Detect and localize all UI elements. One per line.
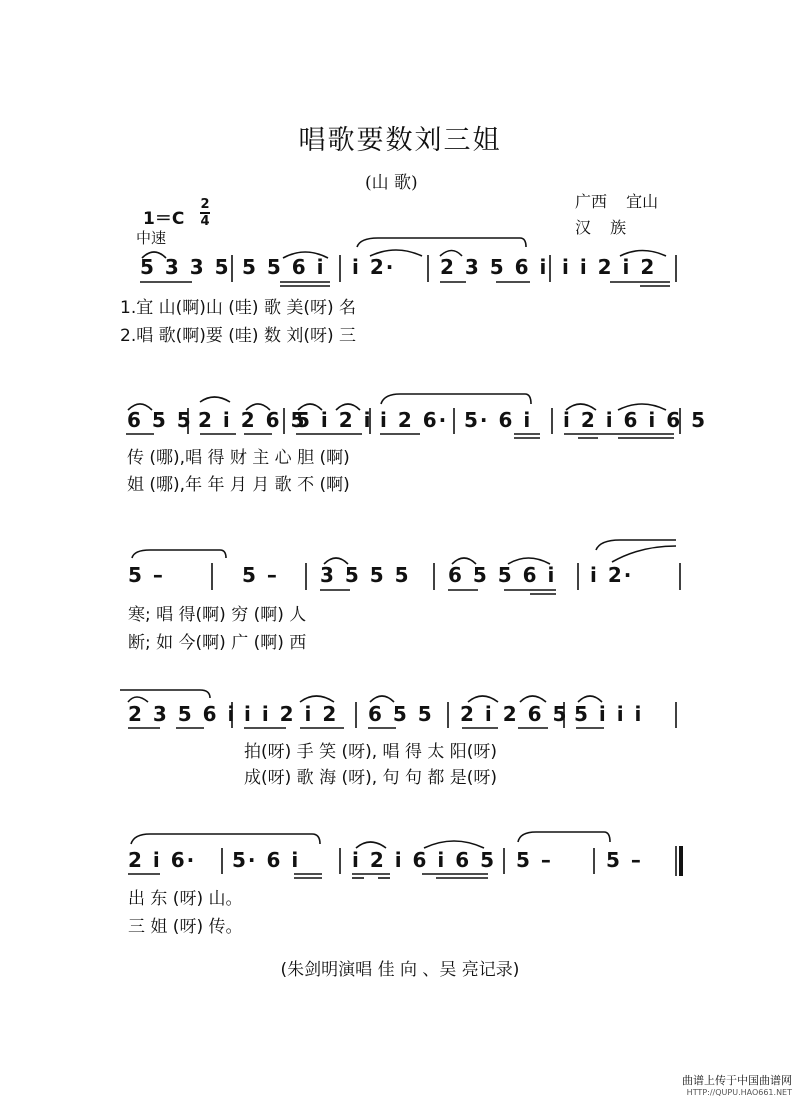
lyrics-row-3-verse-1: 寒; 唱 得(啊) 穷 (啊) 人: [128, 605, 307, 625]
lyrics-row-3-verse-2: 断; 如 今(啊) 广 (啊) 西: [128, 633, 307, 653]
notation-row-5-m5: 5 –: [606, 848, 643, 872]
time-signature-top: 2: [200, 197, 210, 212]
notation-row-5-m2: 5· 6 i: [232, 848, 301, 872]
lyrics-row-2-verse-2: 姐 (哪),年 年 月 月 歌 不 (啊): [127, 475, 350, 495]
origin-region: 广西 宜山: [575, 192, 659, 211]
notation-row-4-m2: i i 2 i 2: [244, 702, 339, 726]
notation-row-1-m4: 2 3 5 6 i: [440, 255, 549, 279]
notation-row-4-m1: 2 3 5 6 i: [128, 702, 237, 726]
notation-row-2-m2: 2 i 2 6 5: [198, 408, 307, 432]
notation-row-1-m1: 5 3 3 5: [140, 255, 231, 279]
key-signature: 1＝C: [143, 209, 185, 229]
watermark-site: 曲谱上传于中国曲谱网: [682, 1074, 792, 1087]
notation-row-2-m3: 5 i 2 i: [296, 408, 373, 432]
tempo-marking: 中速: [136, 229, 167, 247]
notation-row-2-m6: i 2 i 6 i 6 5: [563, 408, 708, 432]
notation-row-3-m2: 5 –: [242, 563, 279, 587]
lyrics-row-4-verse-1: 拍(呀) 手 笑 (呀), 唱 得 太 阳(呀): [244, 742, 498, 762]
notation-row-3-m3: 3 5 5 5: [320, 563, 411, 587]
lyrics-row-2-verse-1: 传 (哪),唱 得 财 主 心 胆 (啊): [127, 448, 350, 468]
performance-credit: (朱剑明演唱 佳 向 、吴 亮记录): [280, 960, 520, 980]
notation-row-2-m1: 6 5 5: [127, 408, 193, 432]
lyrics-row-1-verse-1: 1.宜 山(啊)山 (哇) 歌 美(呀) 名: [120, 298, 357, 318]
notation-row-3-m5: i 2·: [590, 563, 634, 587]
lyrics-row-5-verse-2: 三 姐 (呀) 传。: [128, 917, 243, 937]
notation-row-1-m2: 5 5 6 i: [242, 255, 326, 279]
notation-row-5-m4: 5 –: [516, 848, 553, 872]
notation-row-5-m3: i 2 i 6 i 6 5: [352, 848, 497, 872]
lyrics-row-5-verse-1: 出 东 (呀) 山。: [128, 889, 243, 909]
notation-row-5-m1: 2 i 6·: [128, 848, 197, 872]
notation-row-3-m4: 6 5 5 6 i: [448, 563, 557, 587]
watermark-url: HTTP://QUPU.HAO661.NET: [686, 1088, 792, 1097]
notation-row-4-m5: 5 i i i: [574, 702, 644, 726]
notation-row-2-m4: i 2 6·: [380, 408, 449, 432]
notation-row-1-m3: i 2·: [352, 255, 396, 279]
time-signature-bottom: 4: [200, 213, 210, 229]
notation-row-4-m3: 6 5 5: [368, 702, 434, 726]
notation-row-4-m4: 2 i 2 6 5: [460, 702, 569, 726]
lyrics-row-4-verse-2: 成(呀) 歌 海 (呀), 句 句 都 是(呀): [244, 768, 498, 788]
lyrics-row-1-verse-2: 2.唱 歌(啊)要 (哇) 数 刘(呀) 三: [120, 326, 357, 346]
origin-ethnicity: 汉 族: [575, 218, 627, 237]
watermark-footer: [682, 1072, 792, 1097]
song-title: 唱歌要数刘三姐: [298, 125, 502, 156]
notation-row-3-m1: 5 –: [128, 563, 165, 587]
notation-row-1-m5: i i 2 i 2: [562, 255, 657, 279]
genre-label: (山 歌): [365, 173, 418, 193]
notation-row-2-m5: 5· 6 i: [464, 408, 533, 432]
